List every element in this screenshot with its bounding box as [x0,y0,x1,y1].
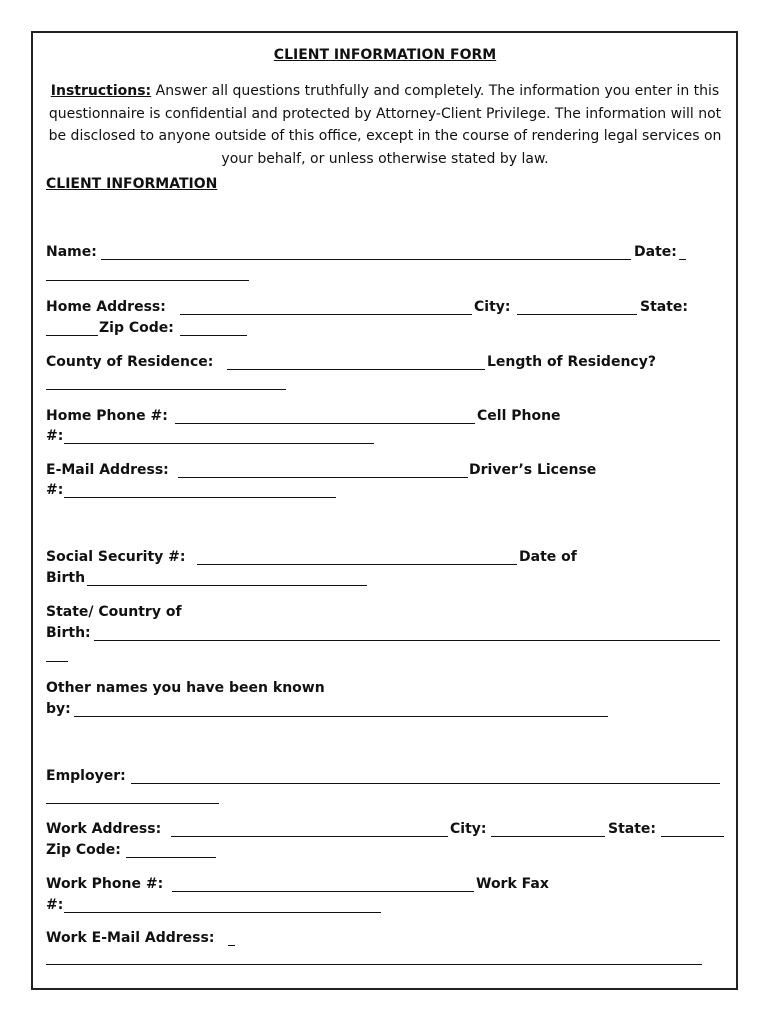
birth-place-label-cont: Birth: [46,625,91,641]
home-address-field[interactable] [180,314,472,315]
dob-field[interactable] [87,585,367,586]
work-phone-field[interactable] [172,891,474,892]
county-field[interactable] [227,369,485,370]
home-address-label: Home Address: [46,299,166,315]
work-city-field[interactable] [491,836,605,837]
home-phone-field[interactable] [175,423,475,424]
birth-place-label: State/ Country of [46,604,182,620]
county-label: County of Residence: [46,354,214,370]
work-address-field[interactable] [171,836,448,837]
work-fax-field[interactable] [64,912,381,913]
drivers-license-field[interactable] [64,497,336,498]
cell-phone-label: Cell Phone [477,408,561,424]
birth-place-field[interactable] [94,640,720,641]
date-label: Date: [634,244,677,260]
other-names-label-cont: by: [46,701,71,717]
section-title: CLIENT INFORMATION [46,176,218,192]
work-email-field[interactable] [46,964,702,965]
work-fax-label: Work Fax [476,876,549,892]
ssn-label: Social Security #: [46,549,186,565]
work-phone-label: Work Phone #: [46,876,164,892]
instructions [44,80,726,170]
state-field[interactable] [46,335,98,336]
other-names-label: Other names you have been known [46,680,325,696]
dob-label-cont: Birth [46,570,86,586]
work-address-label: Work Address: [46,821,162,837]
date-field-start[interactable] [679,259,686,260]
drivers-license-label-cont: #: [46,482,64,498]
employer-field-cont[interactable] [46,803,219,804]
work-state-field[interactable] [661,836,724,837]
length-residency-label: Length of Residency? [487,354,656,370]
work-city-label: City: [450,821,487,837]
state-label: State: [640,299,689,315]
work-state-label: State: [608,821,657,837]
email-field[interactable] [178,477,468,478]
employer-field[interactable] [131,783,720,784]
instructions-lead: Instructions: [50,83,152,99]
city-field[interactable] [517,314,637,315]
zip-code-field[interactable] [180,335,247,336]
dob-label: Date of [519,549,577,565]
employer-label: Employer: [46,768,126,784]
length-residency-field[interactable] [46,389,286,390]
drivers-license-label: Driver’s License [469,462,597,478]
work-email-field-start[interactable] [228,945,235,946]
zip-code-label: Zip Code: [99,320,174,336]
home-phone-label: Home Phone #: [46,408,168,424]
other-names-field[interactable] [74,716,608,717]
form-title: CLIENT INFORMATION FORM [273,47,497,63]
name-label: Name: [46,244,97,260]
work-zip-label: Zip Code: [46,842,121,858]
cell-phone-field[interactable] [64,443,374,444]
city-label: City: [474,299,511,315]
birth-place-field-cont[interactable] [46,661,68,662]
ssn-field[interactable] [197,564,517,565]
date-field[interactable] [46,280,249,281]
instructions-text: Answer all questions truthfully and completely. The information you enter in this questionnaire is confidential and protected by Attorney-Client Privilege. The information will not be disclosed to anyone outside of this office, except in the course of rendering legal services on your behalf, or unless otherwise stated by law. [48,83,722,167]
work-fax-label-cont: #: [46,897,64,913]
name-field[interactable] [101,259,631,260]
work-email-label: Work E-Mail Address: [46,930,215,946]
email-label: E-Mail Address: [46,462,169,478]
work-zip-field[interactable] [126,857,216,858]
cell-phone-label-cont: #: [46,428,64,444]
form-border [31,31,738,990]
